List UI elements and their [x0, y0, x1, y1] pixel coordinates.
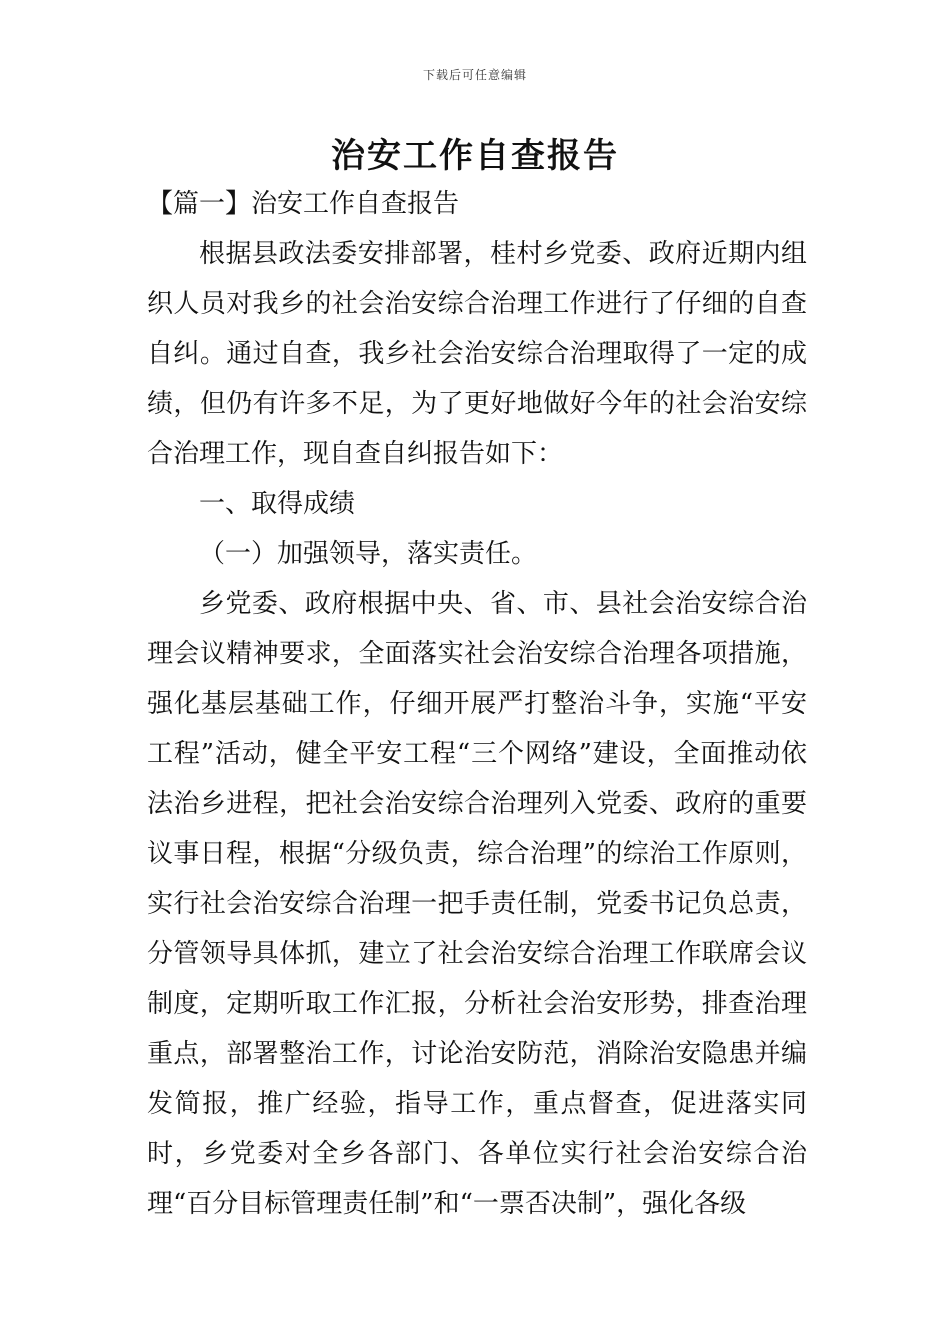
header-watermark: 下载后可任意编辑 [422, 68, 527, 82]
document-body [147, 179, 807, 1229]
body-paragraph: 乡党委、政府根据中央、省、市、县社会治安综合治理会议精神要求，全面落实社会治安综合治理各项措施，强化基层基础工作，仔细开展严打整治斗争，实施“平安工程”活动，健全平安工程“三个网络”建设，全面推动依法治乡进程，把社会治安综合治理列入党委、政府的重要议事日程，根据“分级负责，综合治理”的综治工作原则，实行社会治安综合治理一把手责任制，党委书记负总责，分管领导具体抓，建立了社会治安综合治理工作联席会议制度，定期听取工作汇报，分析社会治安形势，排查治理重点，部署整治工作，讨论治安防范，消除治安隐患并编发简报，推广经验，指导工作，重点督查，促进落实同时，乡党委对全乡各部门、各单位实行社会治安综合治理“百分目标管理责任制”和“一票否决制”，强化各级 [147, 589, 807, 1219]
intro-paragraph: 根据县政法委安排部署，桂村乡党委、政府近期内组织人员对我乡的社会治安综合治理工作进行了仔细的自查自纠。通过自查，我乡社会治安综合治理取得了一定的成绩，但仍有许多不足，为了更好地做好今年的社会治安综合治理工作，现自查自纠报告如下： [147, 239, 807, 469]
heading-achievements: 一、取得成绩 [199, 489, 356, 519]
heading-leadership: （一）加强领导，落实责任。 [199, 539, 538, 569]
document-title: 治安工作自查报告 [331, 136, 619, 176]
section-label: 【篇一】治安工作自查报告 [147, 189, 460, 219]
